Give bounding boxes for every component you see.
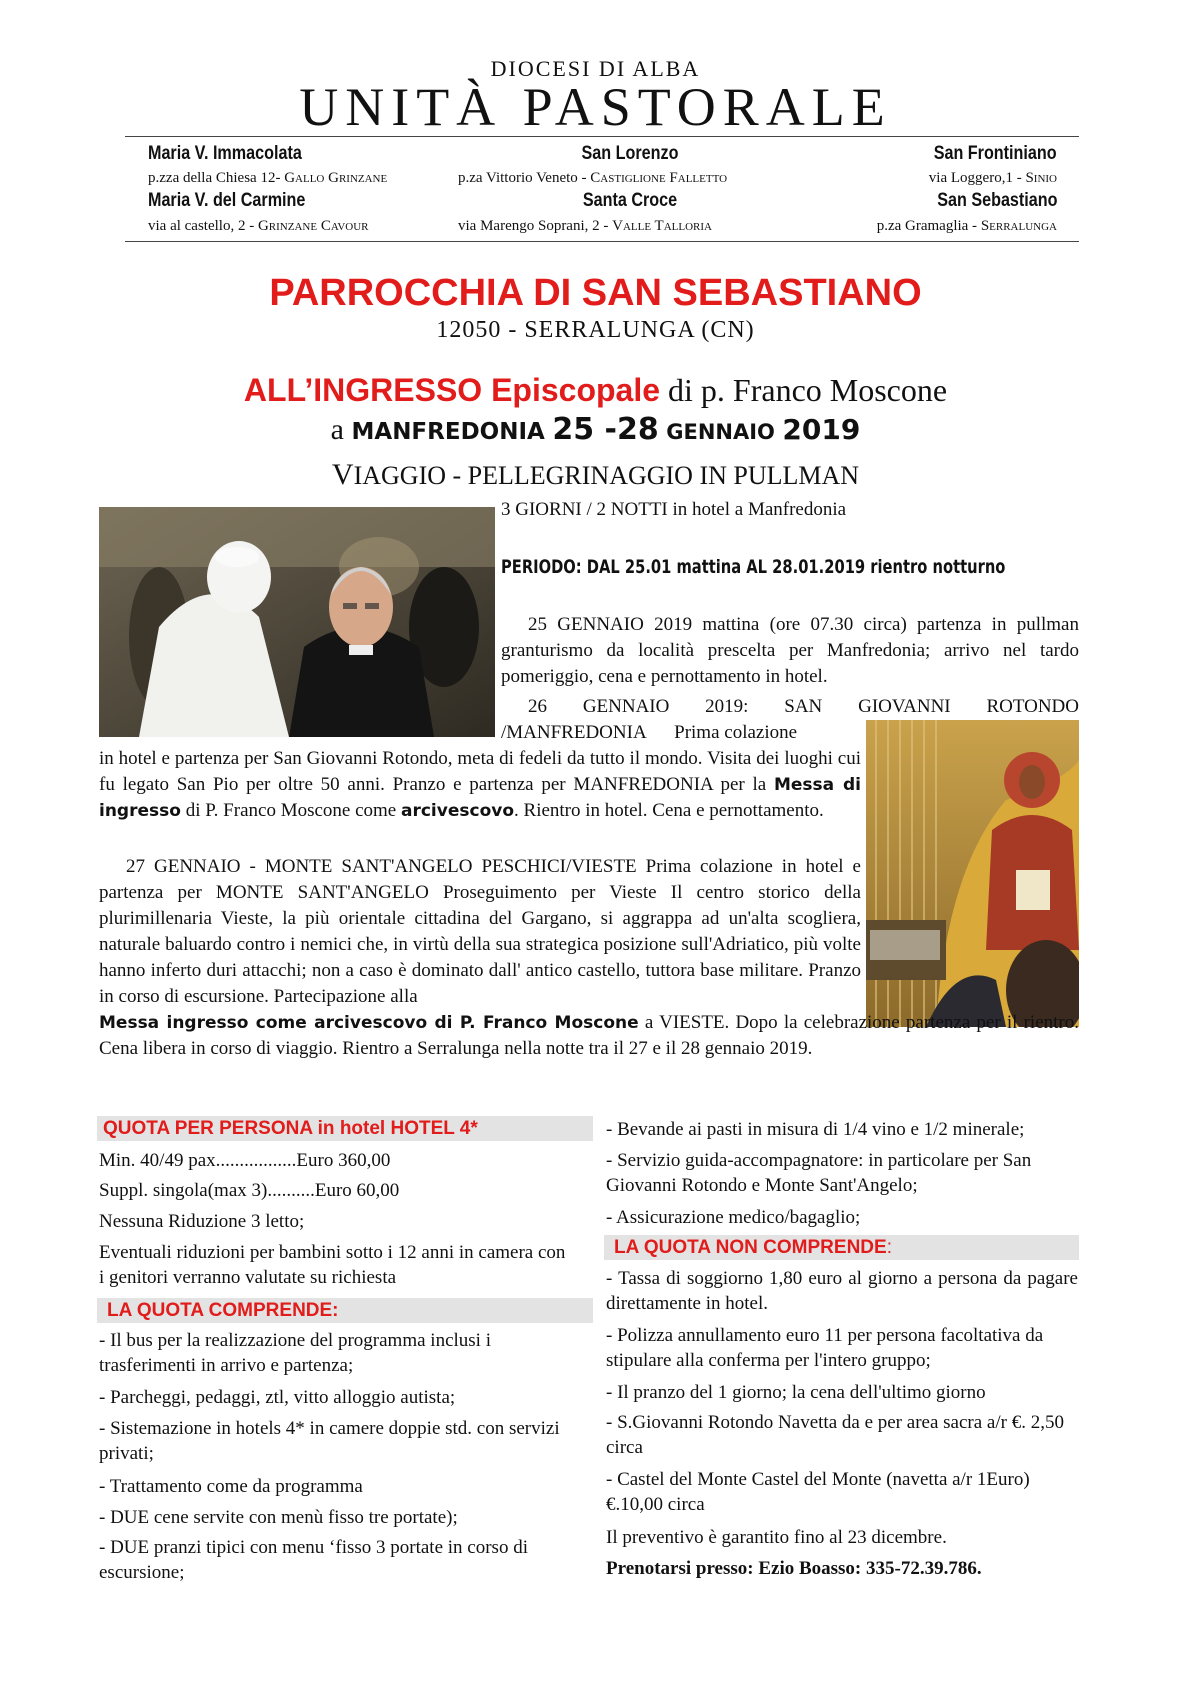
- non-comprende-header: LA QUOTA NON COMPRENDE:: [604, 1235, 1079, 1260]
- non-comprende-item: - Il pranzo del 1 giorno; la cena dell'ultimo giorno: [606, 1382, 986, 1403]
- comprende-item: - Sistemazione in hotels 4* in camere doppie std. con servizi privati;: [99, 1418, 560, 1464]
- parish-address: p.za Gramaglia - Serralunga: [876, 218, 1057, 234]
- quota-item: Eventuali riduzioni per bambini sotto i 12 anni in camera con i genitori verranno valutate su richiesta: [99, 1242, 566, 1288]
- non-comprende-item: - Polizza annullamento euro 11 per persona facoltativa da stipulare alla conferma per l'intero gruppo;: [606, 1325, 1044, 1371]
- comprende-item: - DUE cene servite con menù fisso tre portate);: [99, 1507, 458, 1528]
- booking-contact: Prenotarsi presso: Ezio Boasso: 335-72.39.786.: [606, 1558, 982, 1579]
- comprende-item: - Il bus per la realizzazione del programma inclusi i trasferimenti in arrivo e partenza;: [99, 1330, 491, 1376]
- parish-address: p.zza della Chiesa 12- Gallo Grinzane: [148, 170, 388, 186]
- parish-name: Maria V. Immacolata: [148, 143, 302, 164]
- parish-address: via Loggero,1 - Sinio: [928, 170, 1057, 186]
- parish-address: via al castello, 2 - Grinzane Cavour: [148, 218, 369, 234]
- comprende-item: - Parcheggi, pedaggi, ztl, vitto alloggio autista;: [99, 1387, 456, 1408]
- period-line: PERIODO: DAL 25.01 mattina AL 28.01.2019 rientro notturno: [501, 556, 1006, 578]
- program-day1: 25 GENNAIO 2019 mattina (ore 07.30 circa) partenza in pullman granturismo da località prescelta per Manfredonia; arrivo nel tardo pomeriggio, cena e pernottamento in hotel.: [501, 614, 1079, 687]
- comprende-item: - Assicurazione medico/bagaglio;: [606, 1207, 861, 1228]
- quota-item: Suppl. singola(max 3)..........Euro 60,00: [99, 1180, 400, 1201]
- parish-name: San Frontiniano: [934, 143, 1057, 164]
- comprende-item: - Bevande ai pasti in misura di 1/4 vino e 1/2 minerale;: [606, 1119, 1025, 1140]
- program-day2-body: in hotel e partenza per San Giovanni Rotondo, meta di fedeli da tutto il mondo. Visita dei luoghi cui fu legato San Pio per oltre 50 anni. Pranzo e partenza per MANFREDONIA per la Messa di ingresso di P. Franco Moscone come arcivescovo. Rientro in hotel. Cena e pernottamento.: [99, 748, 862, 821]
- diocese-label: DIOCESI DI ALBA: [490, 56, 701, 81]
- guarantee-note: Il preventivo è garantito fino al 23 dicembre.: [606, 1527, 947, 1548]
- program-day2-line2: /MANFREDONIA Prima colazione: [501, 722, 798, 743]
- parish-city: 12050 - SERRALUNGA (CN): [436, 317, 755, 343]
- non-comprende-item: - Castel del Monte Castel del Monte (navetta a/r 1Euro) €.10,00 circa: [606, 1469, 1030, 1515]
- header-rule-top: [125, 136, 1079, 137]
- trip-title: VIAGGIO - PELLEGRINAGGIO IN PULLMAN: [331, 458, 860, 491]
- parish-address: p.za Vittorio Veneto - Castiglione Falletto: [458, 170, 728, 186]
- photo-mosaic: [866, 720, 1079, 1027]
- header-rule-bottom: [125, 241, 1079, 242]
- program-day3-tail: Messa ingresso come arcivescovo di P. Franco Moscone a VIESTE. Dopo la celebrazione partenza per il rientro. Cena libera in corso di viaggio. Rientro a Serralunga nella notte tra il 27 e il 28 gennaio 2019.: [99, 1012, 1079, 1059]
- comprende-item: - Servizio guida-accompagnatore: in particolare per San Giovanni Rotondo e Monte Sant'Angelo;: [606, 1150, 1032, 1196]
- parish-name: Maria V. del Carmine: [148, 190, 306, 211]
- program-day3-body: 27 GENNAIO - MONTE SANT'ANGELO PESCHICI/VIESTE Prima colazione in hotel e partenza per MONTE SANT'ANGELO Proseguimento per Vieste Il centro storico della plurimillenaria Vieste, la più orientale cittadina del Gargano, si aggrappa ad un'alta scogliera, naturale baluardo contro i nemici che, in virtù della sua strategica posizione sull'Adriatico, più volte hanno inferto duri attacchi; non a caso è dominato dall' antico castello, tuttora base militare. Pranzo in corso di escursione. Partecipazione alla: [99, 856, 861, 1007]
- parish-address: via Marengo Soprani, 2 - Valle Talloria: [458, 218, 712, 234]
- quota-item: Min. 40/49 pax.................Euro 360,00: [99, 1150, 391, 1171]
- parish-name: San Lorenzo: [581, 143, 679, 164]
- parish-name: San Sebastiano: [936, 190, 1057, 211]
- non-comprende-item: - Tassa di soggiorno 1,80 euro al giorno a persona da pagare direttamente in hotel.: [606, 1268, 1078, 1314]
- parish-title: PARROCCHIA DI SAN SEBASTIANO: [269, 272, 922, 314]
- unit-title: UNITÀ PASTORALE: [299, 77, 892, 137]
- program-day2-head: 26 GENNAIO 2019: SAN GIOVANNI ROTONDO: [528, 696, 1079, 717]
- comprende-header: LA QUOTA COMPRENDE:: [97, 1298, 593, 1323]
- quota-header: QUOTA PER PERSONA in hotel HOTEL 4*: [97, 1116, 593, 1141]
- non-comprende-item: - S.Giovanni Rotondo Navetta da e per area sacra a/r €. 2,50 circa: [606, 1412, 1064, 1458]
- event-dates: a MANFREDONIA 25 -28 GENNAIO 2019: [330, 412, 861, 447]
- comprende-item: - Trattamento come da programma: [99, 1476, 363, 1497]
- comprende-item: - DUE pranzi tipici con menu ‘fisso 3 portate in corso di escursione;: [99, 1537, 528, 1583]
- event-title: ALL’INGRESSO Episcopale di p. Franco Moscone: [243, 372, 948, 408]
- photo-pope-meeting: [99, 507, 495, 737]
- quota-item: Nessuna Riduzione 3 letto;: [99, 1211, 305, 1232]
- nights-line: 3 GIORNI / 2 NOTTI in hotel a Manfredonia: [501, 499, 847, 520]
- parish-name: Santa Croce: [582, 190, 678, 211]
